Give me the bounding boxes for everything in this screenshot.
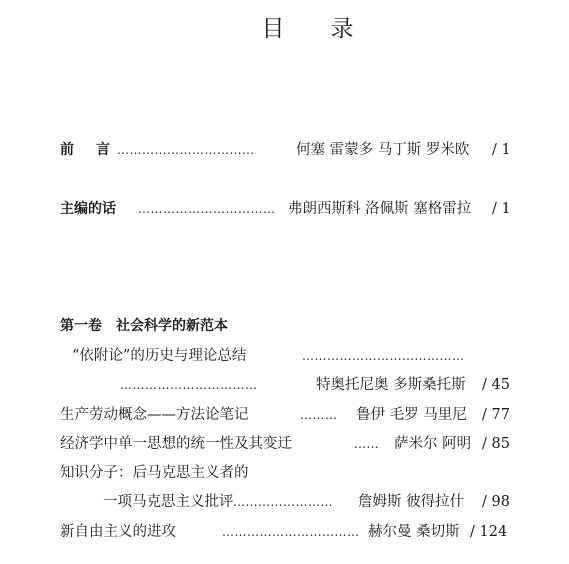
entry-page: / 1 <box>492 201 511 217</box>
toc-entry[interactable] <box>0 461 569 485</box>
entry-author: 何塞 雷蒙多 马丁斯 罗米欧 <box>296 142 470 158</box>
leader-dots: …………………………… <box>138 202 276 216</box>
entry-page: / 77 <box>482 407 510 423</box>
volume-heading <box>0 314 569 338</box>
page-title: 目录 <box>261 16 400 42</box>
entry-title: 新自由主义的进攻 <box>60 524 176 540</box>
entry-page: / 85 <box>482 436 510 452</box>
leader-dots: …… <box>354 437 379 451</box>
entry-title: 知识分子：后马克思主义者的 <box>60 465 249 481</box>
toc-entry-editor-note[interactable] <box>0 197 569 221</box>
entry-title: “依附论”的历史与理论总结 <box>72 348 247 364</box>
entry-title: 一项马克思主义批评 <box>103 494 234 510</box>
leader-dots: …………………………… <box>117 143 255 157</box>
leader-dots: ……… <box>300 408 338 422</box>
toc-entry[interactable] <box>0 344 569 368</box>
leader-dots: …………………… <box>233 495 333 509</box>
toc-entry[interactable] <box>0 520 569 544</box>
entry-page: / 98 <box>482 494 510 510</box>
toc-entry[interactable] <box>0 373 569 397</box>
entry-author: 特奥托尼奥 多斯桑托斯 <box>316 377 466 393</box>
leader-dots: ………………………………… <box>302 349 465 363</box>
entry-author: 鲁伊 毛罗 马里尼 <box>356 407 467 423</box>
leader-dots: …………………………… <box>222 525 360 539</box>
leader-dots: …………………………… <box>120 378 258 392</box>
entry-label: 主编的话 <box>60 201 116 217</box>
entry-author: 詹姆斯 彼得拉什 <box>358 494 465 510</box>
entry-page: / 124 <box>470 524 508 540</box>
entry-title: 经济学中单一思想的统一性及其变迁 <box>60 436 292 452</box>
toc-entry[interactable] <box>0 490 569 514</box>
entry-page: / 45 <box>482 377 510 393</box>
entry-author: 弗朗西斯科 洛佩斯 塞格雷拉 <box>288 201 472 217</box>
toc-entry[interactable] <box>0 432 569 456</box>
entry-author: 萨米尔 阿明 <box>394 436 472 452</box>
entry-label: 前 言 <box>60 142 114 158</box>
toc-entry-preface[interactable] <box>0 138 569 162</box>
entry-title: 生产劳动概念——方法论笔记 <box>60 407 249 423</box>
volume-title: 第一卷 社会科学的新范本 <box>60 318 228 334</box>
toc-entry[interactable] <box>0 403 569 427</box>
entry-author: 赫尔曼 桑切斯 <box>368 524 460 540</box>
entry-page: / 1 <box>492 142 511 158</box>
